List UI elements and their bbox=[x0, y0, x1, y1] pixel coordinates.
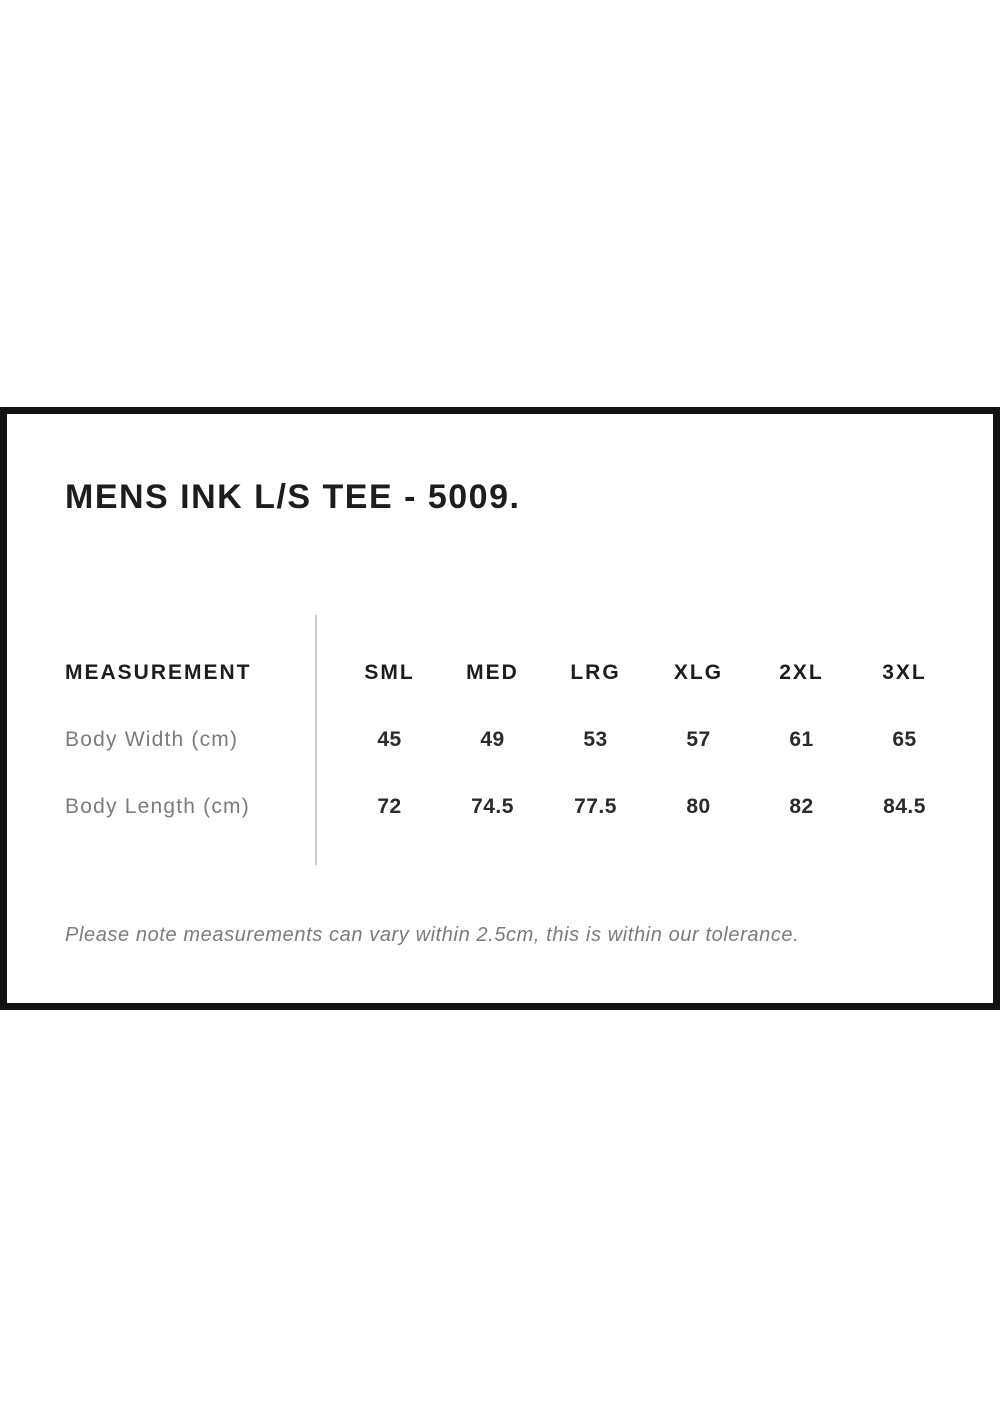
size-header-cells bbox=[338, 660, 956, 686]
size-header-med: MED bbox=[466, 661, 519, 684]
row-value-cells bbox=[338, 794, 956, 820]
value-cell: 74.5 bbox=[471, 795, 514, 818]
value-cell: 82 bbox=[789, 795, 814, 818]
value-cell: 57 bbox=[686, 728, 711, 751]
value-cell: 84.5 bbox=[883, 795, 926, 818]
table-row-body-length bbox=[7, 794, 993, 820]
tolerance-note: Please note measurements can vary within 2.5cm, this is within our tolerance. bbox=[65, 924, 800, 946]
row-label: Body Width (cm) bbox=[65, 728, 239, 751]
value-cell: 77.5 bbox=[574, 795, 617, 818]
row-value-cells bbox=[338, 727, 956, 753]
table-row-body-width bbox=[7, 727, 993, 753]
size-chart-panel bbox=[0, 407, 1000, 1010]
value-cell: 65 bbox=[892, 728, 917, 751]
value-cell: 53 bbox=[583, 728, 608, 751]
row-label: Body Length (cm) bbox=[65, 795, 250, 818]
value-cell: 61 bbox=[789, 728, 814, 751]
table-header-row bbox=[7, 660, 993, 686]
value-cell: 45 bbox=[377, 728, 402, 751]
value-cell: 49 bbox=[480, 728, 505, 751]
size-header-2xl: 2XL bbox=[779, 661, 824, 684]
size-header-3xl: 3XL bbox=[882, 661, 927, 684]
value-cell: 80 bbox=[686, 795, 711, 818]
size-header-lrg: LRG bbox=[570, 661, 621, 684]
product-title: MENS INK L/S TEE - 5009. bbox=[65, 478, 521, 516]
size-header-xlg: XLG bbox=[673, 661, 724, 684]
measurement-column-header: MEASUREMENT bbox=[65, 661, 252, 684]
size-header-sml: SML bbox=[364, 661, 415, 684]
value-cell: 72 bbox=[377, 795, 402, 818]
